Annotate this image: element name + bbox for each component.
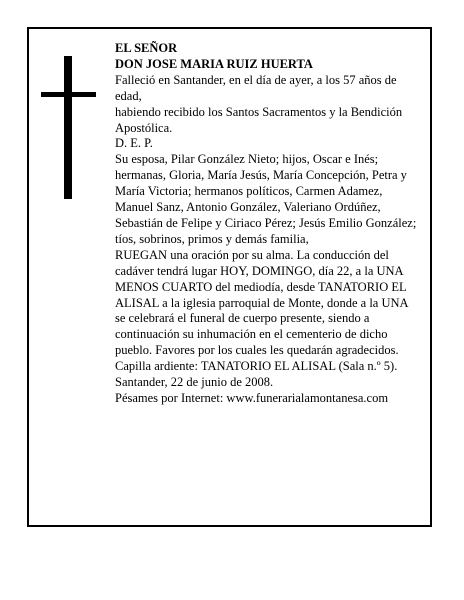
cross-vertical-bar (64, 56, 72, 199)
death-statement: Falleció en Santander, en el día de ayer, a los 57 años de edad, (115, 72, 397, 103)
obituary-notice (27, 27, 432, 527)
chapel-info: Capilla ardiente: TANATORIO EL ALISAL (Sala n.º 5). (115, 359, 398, 374)
deceased-name: DON JOSE MARIA RUIZ HUERTA (115, 56, 313, 71)
cross-horizontal-bar (41, 92, 96, 97)
family-list: Su esposa, Pilar González Nieto; hijos, Oscar e Inés; hermanas, Gloria, María Jesús, María Concepción, Petra y María Victoria; hermanos políticos, Carmen Adamez, Manuel Sanz, Antonio González, Valeriano Ordúñez, Sebastián de Felipe y Ciriaco Pérez; Jesús Emilio González; tíos, sobrinos, primos y demás familia, (115, 152, 417, 246)
sacraments-statement: habiendo recibido los Santos Sacramentos y la Bendición Apostólica. (115, 104, 403, 135)
condolences-info: Pésames por Internet: www.funerarialamontanesa.com (115, 390, 389, 405)
funeral-details: una oración por su alma. La conducción del cadáver tendrá lugar HOY, DOMINGO, día 22, a la UNA MENOS CUARTO del mediodía, desde TANATORIO EL ALISAL a la iglesia parroquial de Monte, donde a la UNA se celebrará el funeral de cuerpo presente, siendo a continuación su inhumación en el cementerio de dicho pueblo. Favores por los cuales les quedarán agradecidos. (115, 247, 408, 358)
request-word: RUEGAN (115, 247, 168, 262)
funeral-paragraph (115, 248, 420, 359)
date-place: Santander, 22 de junio de 2008. (115, 375, 274, 390)
heading-title: EL SEÑOR (115, 41, 178, 55)
obituary-text (115, 41, 420, 407)
cross-icon (41, 56, 96, 199)
rest-in-peace: D. E. P. (115, 136, 153, 151)
